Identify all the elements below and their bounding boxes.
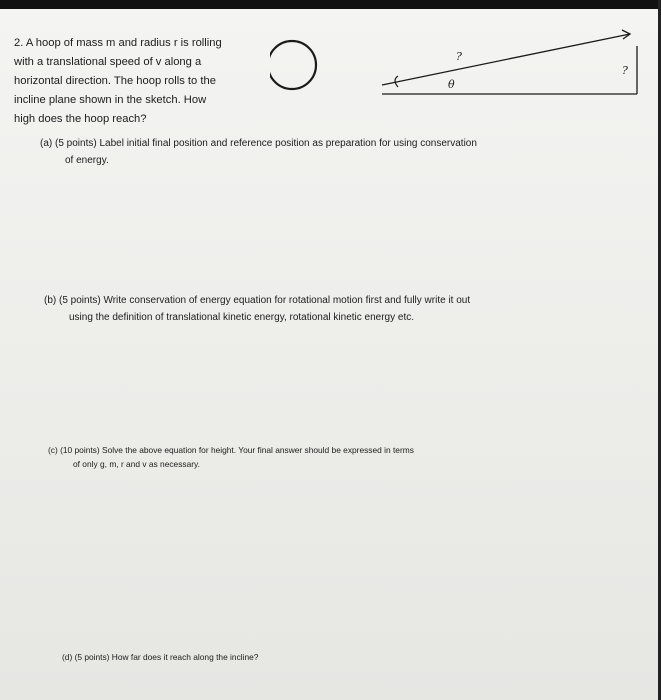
height-unknown-label: ? xyxy=(622,64,628,77)
problem-line-3: horizontal direction. The hoop rolls to the xyxy=(14,75,216,87)
question-a-line-1: (a) (5 points) Label initial final position and reference position as preparation for using conservation xyxy=(40,138,477,149)
question-b-line-1: (b) (5 points) Write conservation of energy equation for rotational motion first and fully write it out xyxy=(44,295,471,306)
question-c-line-2: of only g, m, r and v as necessary. xyxy=(73,459,200,469)
problem-line-1: 2. A hoop of mass m and radius r is rolling xyxy=(14,37,222,49)
problem-line-2: with a translational speed of v along a xyxy=(14,56,202,68)
incline-sketch xyxy=(270,26,645,106)
question-a xyxy=(40,135,477,169)
problem-line-5: high does the hoop reach? xyxy=(14,113,147,125)
question-d-line-1: (d) (5 points) How far does it reach along the incline? xyxy=(62,652,259,662)
problem-line-4: incline plane shown in the sketch. How xyxy=(14,94,207,106)
question-a-line-2: of energy. xyxy=(65,155,109,166)
question-c-line-1: (c) (10 points) Solve the above equation for height. Your final answer should be expressed in terms xyxy=(48,445,414,455)
question-d xyxy=(62,650,258,664)
question-b-line-2: using the definition of translational kinetic energy, rotational kinetic energy etc. xyxy=(69,312,415,323)
length-unknown-label: ? xyxy=(456,50,462,63)
incline-surface xyxy=(382,34,630,85)
problem-statement xyxy=(14,34,222,129)
question-b xyxy=(44,292,470,326)
angle-theta-label: θ xyxy=(448,78,455,91)
hoop-circle xyxy=(270,41,316,89)
question-c xyxy=(48,443,414,471)
top-border xyxy=(0,0,661,9)
